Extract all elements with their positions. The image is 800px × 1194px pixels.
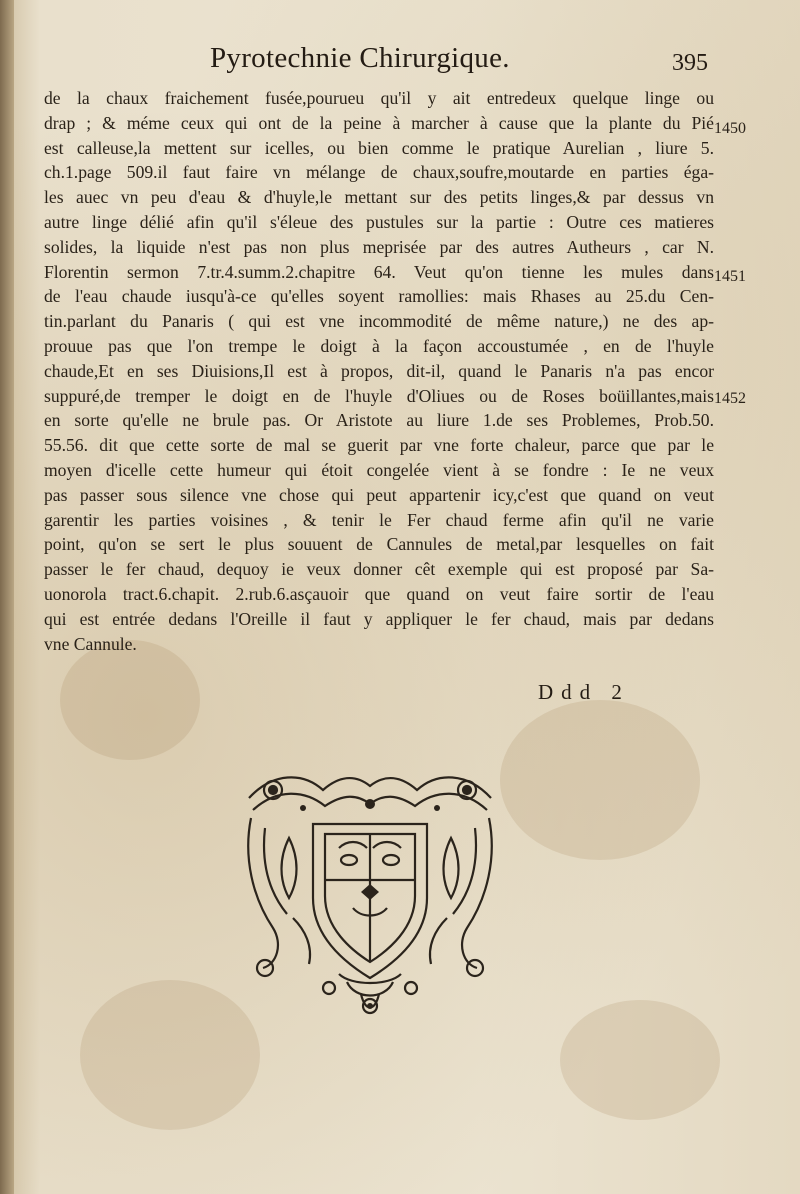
fleuron-ornament-icon: [243, 768, 497, 1018]
text-line: tin.parlant du Panaris ( qui est vne incommodité de même nature,) ne des ap-: [44, 311, 714, 332]
running-title: Pyrotechnie Chirurgique.: [210, 42, 510, 74]
text-line: moyen d'icelle cette humeur qui étoit congelée vient à se fondre : Ie ne veux: [44, 459, 714, 480]
book-spine-shadow: [0, 0, 14, 1194]
text-line: en sorte qu'elle ne brule pas. Or Aristote au liure 1.de ses Problemes, Prob.50.: [44, 410, 714, 431]
text-line: ch.1.page 509.il faut faire vn mélange de chaux,soufre,moutarde en parties éga-: [44, 162, 714, 183]
text-line: uonorola tract.6.chapit. 2.rub.6.asçauoir que quand on veut faire sortir de l'eau: [44, 583, 714, 604]
text-line: passer le fer chaud, dequoy ie veux donner cêt exemple qui est proposé par Sa-: [44, 559, 714, 580]
text-line: est calleuse,la mettent sur icelles, ou bien comme le pratique Aurelian , liure 5.: [44, 137, 714, 158]
text-line: Florentin sermon 7.tr.4.summ.2.chapitre 64. Veut qu'on tienne les mules dans: [44, 261, 714, 282]
text-line: garentir les parties voisines , & tenir le Fer chaud ferme afin qu'il ne varie: [44, 509, 714, 530]
margin-note: 1450: [714, 120, 746, 137]
text-line: vne Cannule.: [44, 633, 137, 654]
paper-stain: [500, 700, 700, 860]
text-line: autre linge délié afin qu'il s'éleue des pustules sur la partie : Outre ces matieres: [44, 211, 714, 232]
page-header: [0, 42, 800, 88]
text-line: drap ; & méme ceux qui ont de la peine à marcher à cause que la plante du Pié: [44, 112, 714, 133]
page-number: 395: [672, 50, 708, 76]
margin-note: 1452: [714, 390, 746, 407]
text-line: solides, la liquide n'est pas non plus meprisée par des autres Autheurs , car N.: [44, 236, 714, 257]
paper-stain: [60, 640, 200, 760]
paper-stain: [560, 1000, 720, 1120]
text-line: les auec vn peu d'eau & d'huyle,le mettant sur des petits linges,& par dessus vn: [44, 187, 714, 208]
body-text: [44, 86, 714, 656]
text-line: pas passer sous silence vne chose qui peut appartenir icy,c'est que quand on veut: [44, 484, 714, 505]
signature-mark: Ddd 2: [538, 680, 630, 704]
text-line: chaude,Et en ses Diuisions,Il est à propos, dit-il, quand le Panaris n'a pas encor: [44, 360, 714, 381]
margin-note: 1451: [714, 268, 746, 285]
text-line: 55.56. dit que cette sorte de mal se guerit par vne forte chaleur, parce que par le: [44, 435, 714, 456]
text-line: de l'eau chaude iusqu'à-ce qu'elles soyent ramollies: mais Rhases au 25.du Cen-: [44, 286, 714, 307]
text-line: de la chaux fraichement fusée,pourueu qu'il y ait entredeux quelque linge ou: [44, 88, 714, 108]
paper-stain: [80, 980, 260, 1130]
text-line: suppuré,de tremper le doigt en de l'huyle d'Oliues ou de Roses boüillantes,mais: [44, 385, 714, 406]
text-line: point, qu'on se sert le plus souuent de Cannules de metal,par lesquelles on fait: [44, 534, 714, 555]
text-line: qui est entrée dedans l'Oreille il faut y appliquer le fer chaud, mais par dedans: [44, 608, 714, 629]
text-line: prouue pas que l'on trempe le doigt à la façon accoustumée , en de l'huyle: [44, 335, 714, 356]
